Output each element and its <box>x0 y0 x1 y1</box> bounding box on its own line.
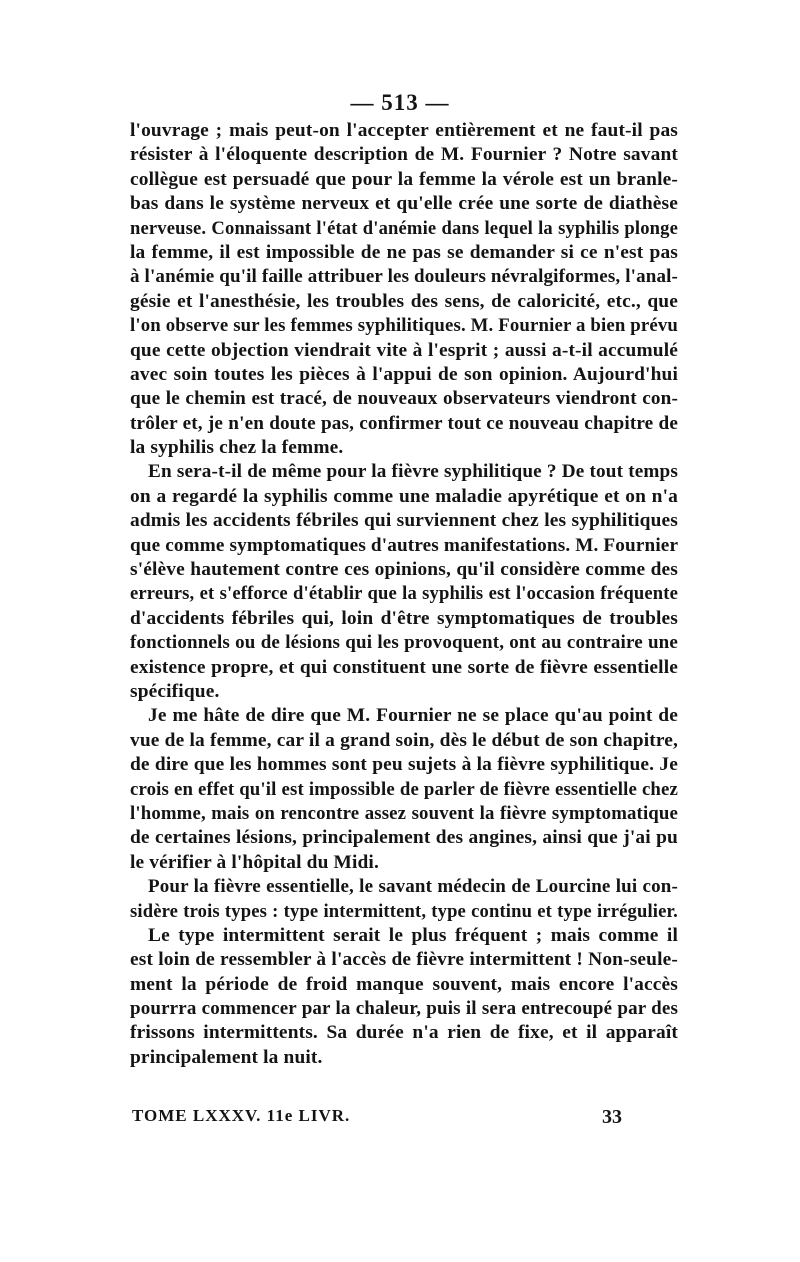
page-number-header: — 513 — <box>350 90 450 115</box>
text-line: on a regardé la syphilis comme une maladie apyrétique et on n'a <box>130 485 678 507</box>
text-line: que le chemin est tracé, de nouveaux observateurs viendront con- <box>130 388 678 410</box>
text-line: la femme, il est impossible de ne pas se demander si ce n'est pas <box>130 241 678 263</box>
text-line: d'accidents fébriles qui, loin d'être symptomatiques de troubles <box>130 607 678 629</box>
text-line: spécifique. <box>130 680 220 702</box>
text-line: est loin de ressembler à l'accès de fièvre intermittent ! Non-seule- <box>130 949 678 971</box>
text-line: pourrra commencer par la chaleur, puis il sera entrecoupé par des <box>130 998 678 1020</box>
text-line: collègue est persuadé que pour la femme la vérole est un branle- <box>130 168 678 190</box>
text-line: de certaines lésions, principalement des angines, ainsi que j'ai pu <box>130 827 678 849</box>
text-line: que comme symptomatiques d'autres manifestations. M. Fournier <box>130 534 679 556</box>
text-line: En sera-t-il de même pour la fièvre syphilitique ? De tout temps <box>148 461 678 483</box>
text-line: résister à l'éloquente description de M. Fournier ? Notre savant <box>130 144 678 166</box>
text-line: Le type intermittent serait le plus fréquent ; mais comme il <box>148 924 678 946</box>
text-line: sidère trois types : type intermittent, type continu et type irrégulier. <box>130 900 678 922</box>
volume-signature: TOME LXXXV. 11e LIVR. <box>132 1106 351 1125</box>
text-line: admis les accidents fébriles qui surviennent chez les syphilitiques <box>130 510 678 532</box>
text-line: nerveuse. Connaissant l'état d'anémie dans lequel la syphilis plonge <box>130 217 678 239</box>
text-line: l'ouvrage ; mais peut-on l'accepter entièrement et ne faut-il pas <box>130 120 678 141</box>
text-line: ment la période de froid manque souvent, mais encore l'accès <box>130 973 678 995</box>
text-line: l'on observe sur les femmes syphilitiques. M. Fournier a bien prévu <box>130 315 678 337</box>
text-line: bas dans le système nerveux et qu'elle crée une sorte de diathèse <box>130 193 678 215</box>
text-line: le vérifier à l'hôpital du Midi. <box>130 851 379 873</box>
text-line: crois en effet qu'il est impossible de parler de fièvre essentielle chez <box>130 778 678 800</box>
text-line: Je me hâte de dire que M. Fournier ne se place qu'au point de <box>148 705 678 727</box>
text-line: la syphilis chez la femme. <box>130 437 344 459</box>
sheet-number: 33 <box>602 1106 622 1128</box>
body-text <box>130 119 678 1070</box>
text-line: Pour la fièvre essentielle, le savant médecin de Lourcine lui con- <box>148 876 678 898</box>
text-line: principalement la nuit. <box>130 1046 323 1068</box>
text-line: existence propre, et qui constituent une sorte de fièvre essentielle <box>130 656 678 678</box>
text-line: frissons intermittents. Sa durée n'a rien de fixe, et il apparaît <box>130 1022 678 1044</box>
text-line: vue de la femme, car il a grand soin, dès le début de son chapitre, <box>130 729 678 751</box>
text-line: s'élève hautement contre ces opinions, qu'il considère comme des <box>130 559 678 581</box>
text-line: que cette objection viendrait vite à l'esprit ; aussi a-t-il accumulé <box>130 339 678 361</box>
text-line: l'homme, mais on rencontre assez souvent la fièvre symptomatique <box>130 802 678 824</box>
text-line: gésie et l'anesthésie, les troubles des sens, de caloricité, etc., que <box>130 290 678 312</box>
text-line: fonctionnels ou de lésions qui les provoquent, ont au contraire une <box>130 632 678 654</box>
text-line: trôler et, je n'en doute pas, confirmer tout ce nouveau chapitre de <box>130 412 678 434</box>
text-line: avec soin toutes les pièces à l'appui de son opinion. Aujourd'hui <box>130 363 678 385</box>
page-footer <box>132 1106 622 1132</box>
text-line: de dire que les hommes sont peu sujets à la fièvre syphilitique. Je <box>130 754 678 776</box>
text-line: erreurs, et s'efforce d'établir que la syphilis est l'occasion fréquente <box>130 583 678 605</box>
text-line: à l'anémie qu'il faille attribuer les douleurs névralgiformes, l'anal- <box>130 266 678 288</box>
